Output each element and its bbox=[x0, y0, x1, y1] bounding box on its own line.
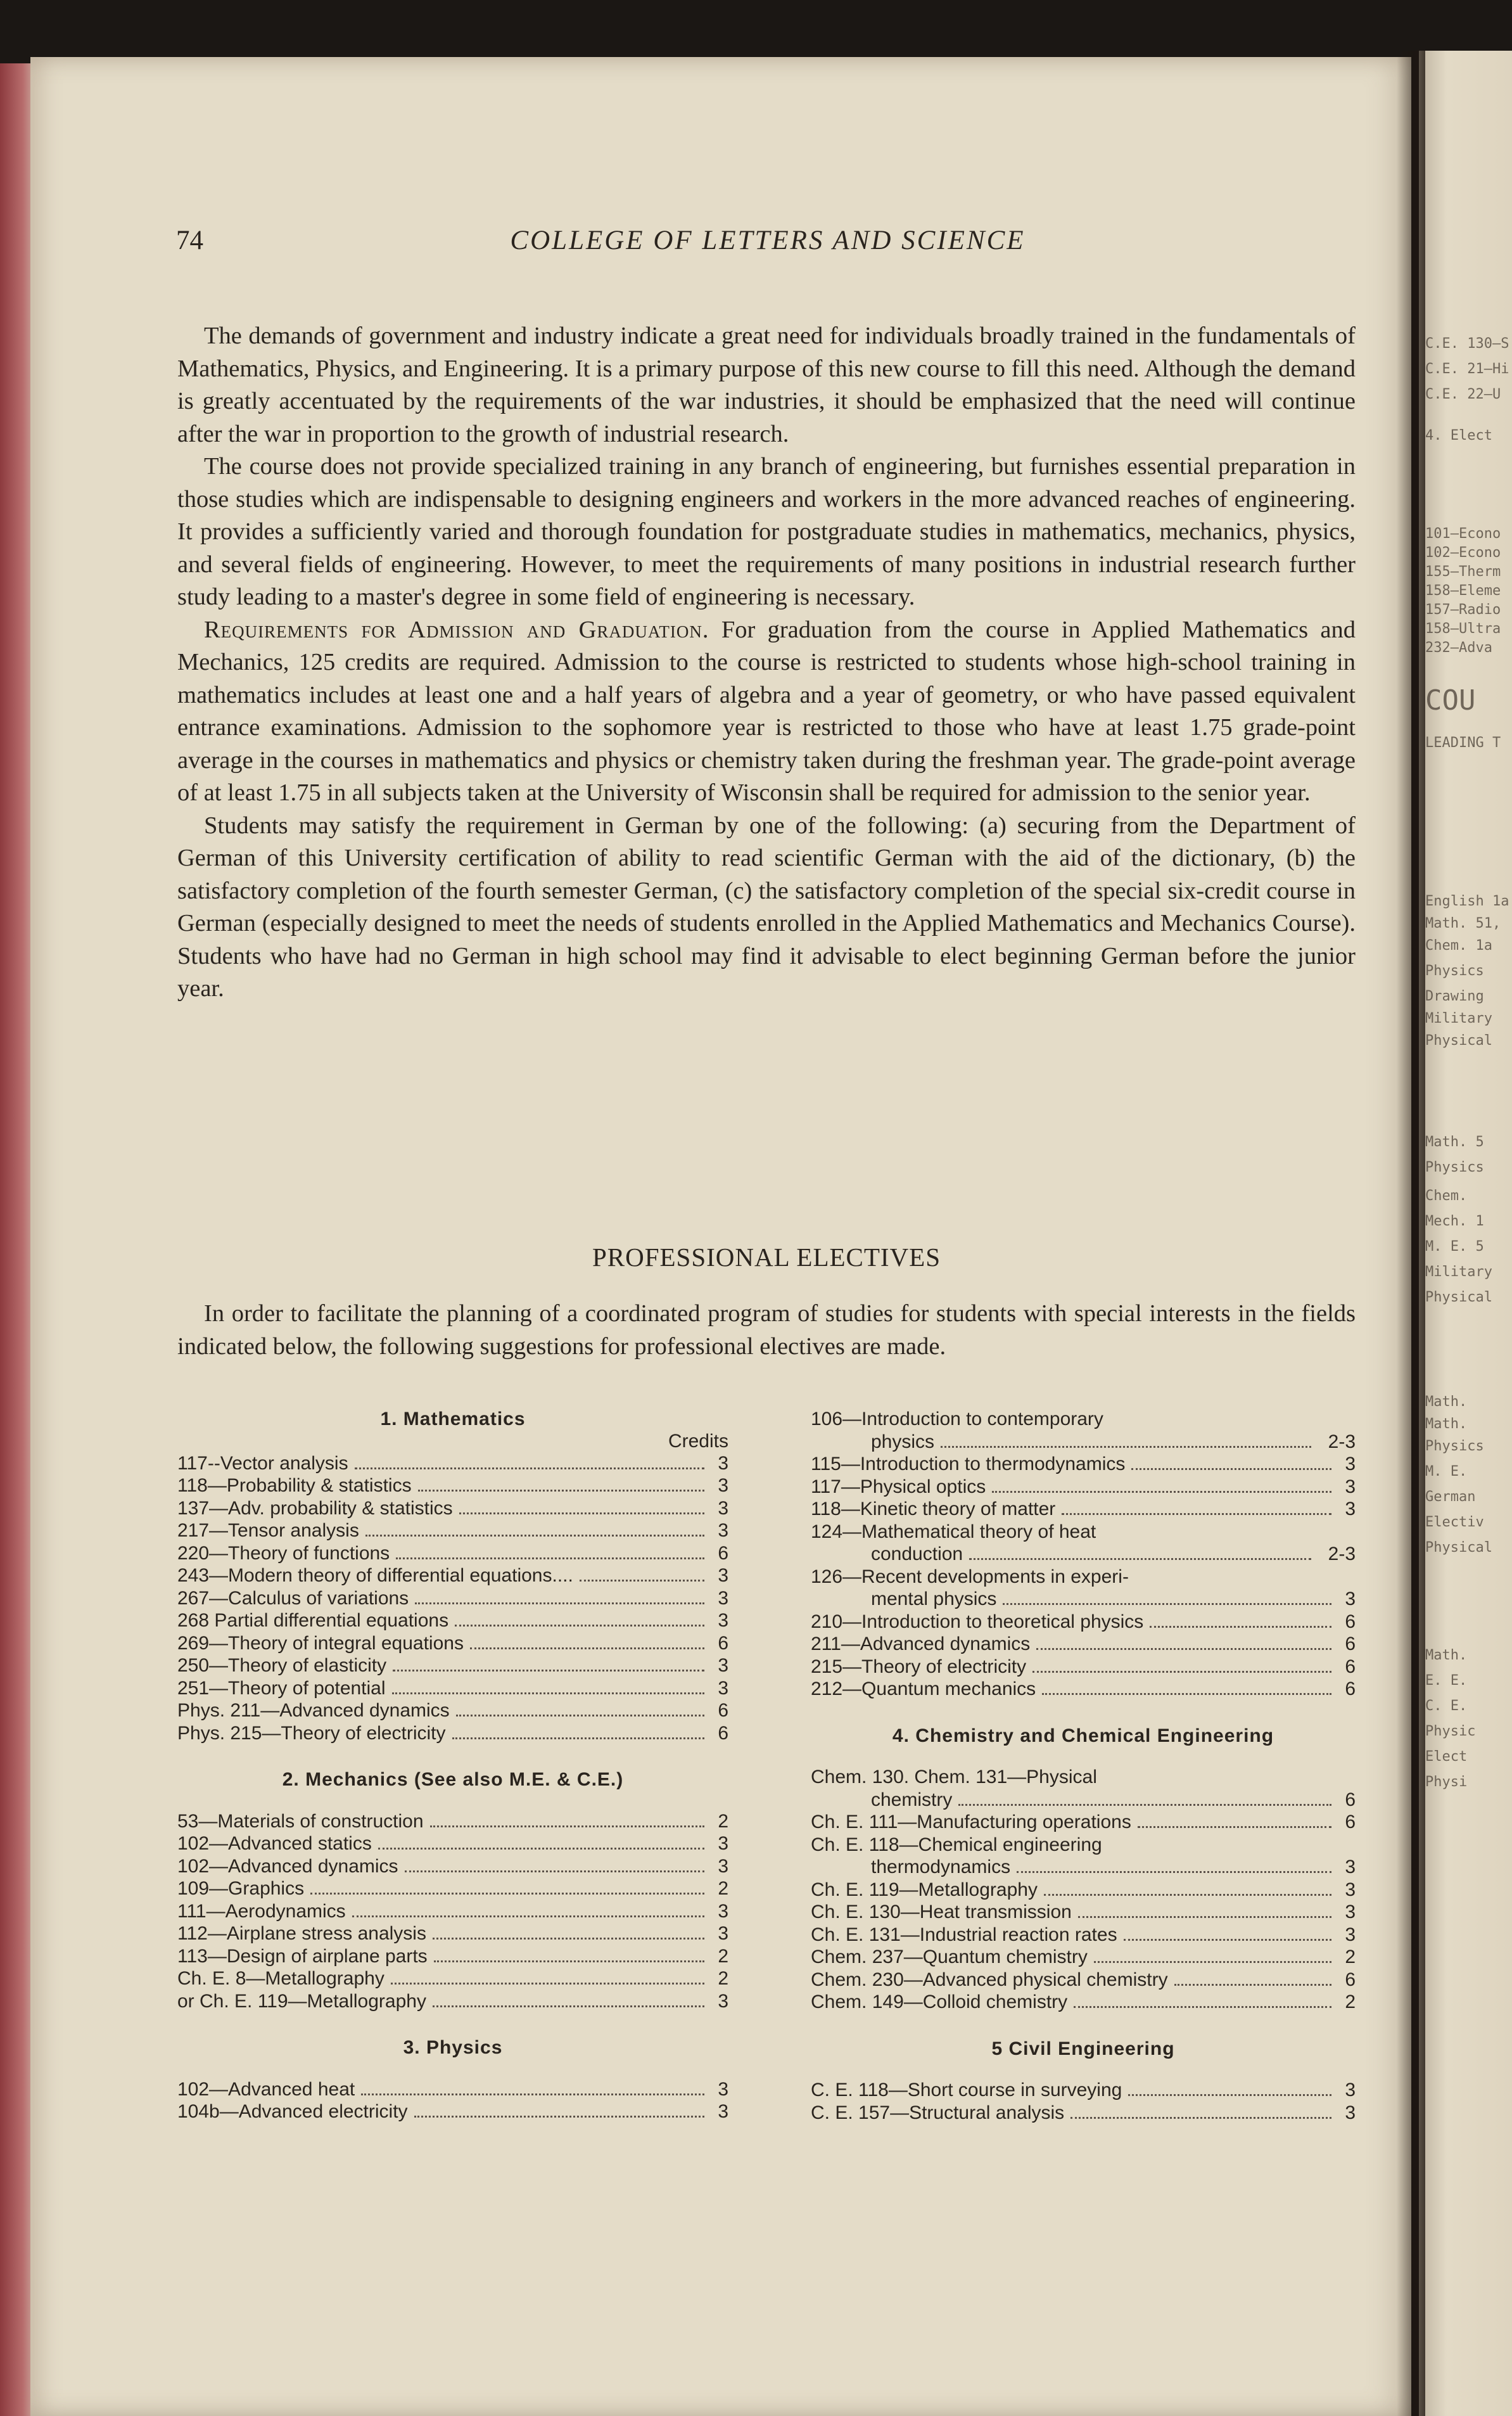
course-row bbox=[177, 1677, 728, 1700]
facing-page-fragment: English 1a bbox=[1425, 893, 1509, 909]
course-row bbox=[177, 1922, 728, 1945]
mathematics-list bbox=[177, 1452, 728, 1745]
course-row bbox=[811, 1633, 1356, 1656]
course-row bbox=[177, 1945, 728, 1968]
course-credits: 6 bbox=[718, 1722, 728, 1744]
facing-page-fragment: 4. Elect bbox=[1425, 428, 1492, 444]
leader-dots bbox=[1138, 1826, 1331, 1828]
leader-dots bbox=[415, 1602, 704, 1604]
course-credits: 6 bbox=[1345, 1812, 1356, 1832]
requirements-heading: Requirements for Admission and Graduation. bbox=[204, 616, 709, 643]
facing-page-fragment: Physical bbox=[1425, 1033, 1492, 1049]
course-row bbox=[177, 1810, 728, 1833]
course-credits: 2 bbox=[718, 1878, 728, 1899]
course-credits: 6 bbox=[718, 1632, 728, 1654]
facing-page-fragment: E. E. bbox=[1425, 1673, 1468, 1689]
course-row bbox=[811, 1969, 1356, 1991]
page-number: 74 bbox=[176, 226, 203, 255]
leader-dots bbox=[391, 1983, 704, 1985]
facing-page-fragment: Math. bbox=[1425, 1416, 1468, 1432]
gutter-shadow bbox=[1397, 51, 1425, 2416]
course-credits: 3 bbox=[1345, 2080, 1356, 2100]
course-label: Ch. E. 130—Heat transmission bbox=[811, 1901, 1072, 1922]
course-row bbox=[177, 1900, 728, 1923]
course-credits: 6 bbox=[1345, 1633, 1356, 1654]
course-label: 102—Advanced heat bbox=[177, 2078, 355, 2100]
facing-page-fragment: Physi bbox=[1425, 1774, 1468, 1790]
course-row bbox=[811, 1991, 1356, 2014]
course-label: mental physics bbox=[871, 1588, 997, 1609]
course-row bbox=[177, 1564, 728, 1587]
course-credits: 3 bbox=[718, 2078, 728, 2100]
course-row bbox=[177, 1832, 728, 1855]
leader-dots bbox=[414, 2116, 704, 2118]
course-credits: 3 bbox=[1345, 1879, 1356, 1900]
course-row bbox=[811, 1453, 1356, 1476]
course-label: 267—Calculus of variations bbox=[177, 1587, 409, 1609]
course-row bbox=[811, 1476, 1356, 1499]
course-label: 104b—Advanced electricity bbox=[177, 2101, 408, 2122]
facing-page-fragment: C.E. 130—S bbox=[1425, 336, 1509, 352]
course-label: Ch. E. 8—Metallography bbox=[177, 1968, 384, 1989]
facing-page-fragment: Math. bbox=[1425, 1647, 1468, 1663]
course-credits: 3 bbox=[718, 1452, 728, 1474]
credits-header: Credits bbox=[668, 1430, 728, 1452]
facing-page-fragment: Chem. 1a bbox=[1425, 938, 1492, 954]
course-label: 137—Adv. probability & statistics bbox=[177, 1497, 453, 1519]
course-label: Chem. 230—Advanced physical chemistry bbox=[811, 1969, 1168, 1990]
facing-page-fragment: Drawing bbox=[1425, 988, 1484, 1004]
facing-page-fragment: Physic bbox=[1425, 1723, 1476, 1739]
course-row bbox=[177, 1722, 728, 1745]
course-row bbox=[177, 1609, 728, 1632]
course-label: 117--Vector analysis bbox=[177, 1452, 348, 1474]
course-label: 109—Graphics bbox=[177, 1878, 305, 1899]
leader-dots bbox=[455, 1625, 704, 1627]
leader-dots bbox=[361, 2093, 704, 2095]
leader-dots bbox=[434, 1960, 704, 1962]
course-label: Chem. 149—Colloid chemistry bbox=[811, 1991, 1068, 2012]
civil-list bbox=[811, 2079, 1356, 2124]
course-label: 211—Advanced dynamics bbox=[811, 1633, 1031, 1654]
leader-dots bbox=[1131, 1468, 1331, 1470]
course-credits: 2-3 bbox=[1328, 1431, 1356, 1452]
course-label: thermodynamics bbox=[871, 1857, 1011, 1877]
leader-dots bbox=[378, 1848, 704, 1850]
paragraph-requirements bbox=[177, 614, 1356, 810]
course-row bbox=[811, 1498, 1356, 1521]
course-credits: 3 bbox=[718, 1900, 728, 1922]
leader-dots bbox=[418, 1490, 704, 1492]
physics-heading: 3. Physics bbox=[403, 2037, 503, 2058]
course-row bbox=[177, 1654, 728, 1677]
course-line: Chem. 130. Chem. 131—Physical bbox=[811, 1767, 1097, 1787]
course-credits: 6 bbox=[1345, 1656, 1356, 1677]
leader-dots bbox=[456, 1715, 704, 1716]
leader-dots bbox=[405, 1870, 704, 1872]
leader-dots bbox=[958, 1804, 1331, 1806]
course-label: Phys. 215—Theory of electricity bbox=[177, 1722, 446, 1744]
leader-dots bbox=[470, 1647, 704, 1649]
leader-dots bbox=[430, 1825, 704, 1827]
physics-list-right bbox=[811, 1408, 1356, 1701]
course-label: 251—Theory of potential bbox=[177, 1677, 386, 1699]
leader-dots bbox=[392, 1692, 704, 1694]
course-label: C. E. 118—Short course in surveying bbox=[811, 2080, 1122, 2100]
course-label: 268 Partial differential equations bbox=[177, 1610, 449, 1631]
electives-intro bbox=[177, 1298, 1356, 1363]
course-row bbox=[811, 1431, 1356, 1454]
course-label: 118—Probability & statistics bbox=[177, 1475, 412, 1496]
course-row bbox=[811, 1789, 1356, 1812]
section-title: PROFESSIONAL ELECTIVES bbox=[592, 1243, 941, 1272]
leader-dots bbox=[1003, 1603, 1331, 1605]
facing-page-fragment: Mech. 1 bbox=[1425, 1213, 1484, 1229]
leader-dots bbox=[365, 1535, 704, 1537]
leader-dots bbox=[1062, 1513, 1331, 1515]
leader-dots bbox=[393, 1670, 704, 1671]
facing-page-fragment: COU bbox=[1425, 684, 1476, 717]
course-label: conduction bbox=[871, 1544, 963, 1564]
course-line: 124—Mathematical theory of heat bbox=[811, 1521, 1096, 1542]
course-credits: 6 bbox=[718, 1700, 728, 1721]
running-header bbox=[176, 225, 1359, 257]
leader-dots bbox=[433, 2005, 704, 2007]
course-label: chemistry bbox=[871, 1789, 953, 1810]
course-credits: 3 bbox=[1345, 1476, 1356, 1497]
facing-page-fragment: Electiv bbox=[1425, 1514, 1484, 1530]
paragraph-purpose: The demands of government and industry indicate a great need for individuals broadly trained in the fundamentals of Mathematics, Physics, and Engineering. It is a primary purpose of this new course to fill this need. Although the demand is greatly accentuated by the requirements of the war industries, it should be emphasized that the need will continue after the war in proportion to the growth of industrial research. bbox=[177, 323, 1356, 447]
requirements-text: For graduation from the course in Applied Mathematics and Mechanics, 125 credits are required. Admission to the course is restricted to students whose high-school training in mathematics includes at least one and a half years of algebra and a year of geometry, or who have passed equivalent entrance examinations. Admission to the sophomore year is restricted to those who have at least 1.75 grade-point average in the courses in mathematics and physics or chemistry taken during the freshman year. The grade-point average of at least 1.75 in all subjects taken at the University of Wisconsin shall be required for admission to the senior year. bbox=[177, 616, 1356, 806]
course-credits: 3 bbox=[718, 1923, 728, 1944]
course-credits: 2 bbox=[1345, 1991, 1356, 2012]
course-label: Ch. E. 111—Manufacturing operations bbox=[811, 1812, 1131, 1832]
leader-dots bbox=[1128, 2094, 1331, 2096]
course-label: 118—Kinetic theory of matter bbox=[811, 1499, 1056, 1519]
facing-page-fragment: 158—Ultra bbox=[1425, 621, 1501, 637]
course-label: physics bbox=[871, 1431, 935, 1452]
facing-page-fragment: Math. 5 bbox=[1425, 1134, 1484, 1150]
facing-page-fragment: Physics bbox=[1425, 963, 1484, 979]
course-label: 212—Quantum mechanics bbox=[811, 1678, 1036, 1699]
course-credits: 3 bbox=[718, 2101, 728, 2122]
facing-page-fragment: Physics bbox=[1425, 1438, 1484, 1454]
course-label: 117—Physical optics bbox=[811, 1476, 986, 1497]
leader-dots bbox=[992, 1491, 1331, 1493]
course-row bbox=[177, 2078, 728, 2101]
facing-page-fragment: LEADING T bbox=[1425, 735, 1501, 751]
course-row bbox=[811, 1901, 1356, 1924]
course-row bbox=[177, 1497, 728, 1520]
course-row bbox=[177, 1587, 728, 1610]
course-credits: 3 bbox=[1345, 1454, 1356, 1474]
course-credits: 3 bbox=[718, 1475, 728, 1496]
course-row bbox=[811, 1856, 1356, 1879]
course-row bbox=[811, 1946, 1356, 1969]
leader-dots bbox=[352, 1915, 704, 1917]
course-label: Chem. 237—Quantum chemistry bbox=[811, 1946, 1088, 1967]
course-label: 113—Design of airplane parts bbox=[177, 1945, 428, 1967]
facing-page-fragment: Math. 51, bbox=[1425, 916, 1501, 931]
leader-dots bbox=[1036, 1648, 1331, 1650]
course-label: Phys. 211—Advanced dynamics bbox=[177, 1700, 450, 1721]
course-row bbox=[811, 1588, 1356, 1611]
facing-page-fragment: M. E. 5 bbox=[1425, 1239, 1484, 1255]
running-title: COLLEGE OF LETTERS AND SCIENCE bbox=[510, 226, 1026, 255]
leader-dots bbox=[1150, 1626, 1331, 1628]
course-row bbox=[177, 1452, 728, 1475]
course-credits: 2 bbox=[718, 1810, 728, 1832]
course-credits: 2 bbox=[718, 1968, 728, 1989]
leader-dots bbox=[1094, 1961, 1331, 1963]
physics-list-left bbox=[177, 2078, 728, 2123]
course-credits: 6 bbox=[718, 1542, 728, 1564]
course-credits: 3 bbox=[718, 1833, 728, 1854]
facing-page-fragment: Elect bbox=[1425, 1749, 1468, 1765]
course-label: 112—Airplane stress analysis bbox=[177, 1923, 426, 1944]
course-credits: 3 bbox=[718, 1497, 728, 1519]
course-label: 220—Theory of functions bbox=[177, 1542, 390, 1564]
course-row bbox=[177, 1632, 728, 1655]
leader-dots bbox=[941, 1446, 1311, 1448]
facing-page-fragment: C. E. bbox=[1425, 1698, 1468, 1714]
course-label: 210—Introduction to theoretical physics bbox=[811, 1611, 1144, 1632]
course-credits: 3 bbox=[1345, 1924, 1356, 1945]
electives-intro-text: In order to facilitate the planning of a coordinated program of studies for students with special interests in the fields indicated below, the following suggestions for professional electives are made. bbox=[177, 1300, 1356, 1360]
facing-page-fragment: Math. bbox=[1425, 1394, 1468, 1410]
mathematics-heading: 1. Mathematics bbox=[380, 1409, 526, 1429]
course-line: 126—Recent developments in experi- bbox=[811, 1566, 1129, 1587]
course-credits: 3 bbox=[718, 1855, 728, 1877]
course-row bbox=[811, 1924, 1356, 1946]
leader-dots bbox=[1074, 2006, 1331, 2008]
facing-page-fragment: 101—Econo bbox=[1425, 526, 1501, 542]
course-credits: 6 bbox=[1345, 1789, 1356, 1810]
course-label: C. E. 157—Structural analysis bbox=[811, 2102, 1065, 2123]
facing-page-fragment: C.E. 22—U bbox=[1425, 387, 1501, 402]
course-row bbox=[177, 1855, 728, 1878]
course-credits: 2 bbox=[1345, 1946, 1356, 1967]
course-credits: 6 bbox=[1345, 1969, 1356, 1990]
leader-dots bbox=[433, 1938, 704, 1940]
facing-page-fragment: Chem. bbox=[1425, 1188, 1468, 1204]
course-row bbox=[811, 1543, 1356, 1566]
facing-page-fragment: German bbox=[1425, 1489, 1476, 1505]
course-row bbox=[811, 1611, 1356, 1633]
course-row bbox=[811, 1678, 1356, 1701]
facing-page-fragment: Physical bbox=[1425, 1540, 1492, 1556]
leader-dots bbox=[1042, 1693, 1331, 1695]
course-row bbox=[177, 1990, 728, 2013]
course-credits: 2-3 bbox=[1328, 1544, 1356, 1564]
course-credits: 3 bbox=[718, 1565, 728, 1586]
course-credits: 3 bbox=[718, 1587, 728, 1609]
course-label: 102—Advanced statics bbox=[177, 1833, 372, 1854]
course-label: 102—Advanced dynamics bbox=[177, 1855, 398, 1877]
facing-page-fragment: 158—Eleme bbox=[1425, 583, 1501, 599]
course-credits: 3 bbox=[718, 1610, 728, 1631]
facing-page-fragment: Physics bbox=[1425, 1160, 1484, 1175]
course-row bbox=[177, 1519, 728, 1542]
course-credits: 3 bbox=[1345, 1588, 1356, 1609]
course-credits: 3 bbox=[1345, 1499, 1356, 1519]
facing-page-fragment: 232—Adva bbox=[1425, 640, 1492, 656]
chemistry-list bbox=[811, 1766, 1356, 2014]
course-label: 269—Theory of integral equations bbox=[177, 1632, 464, 1654]
facing-page-fragment: Military bbox=[1425, 1011, 1492, 1026]
leader-dots bbox=[1174, 1984, 1331, 1986]
leader-dots bbox=[310, 1893, 704, 1895]
course-row bbox=[811, 2079, 1356, 2102]
leader-dots bbox=[1070, 2117, 1331, 2119]
leader-dots bbox=[1017, 1871, 1331, 1873]
course-label: 111—Aerodynamics bbox=[177, 1900, 346, 1922]
course-row bbox=[177, 2100, 728, 2123]
leader-dots bbox=[1124, 1939, 1331, 1941]
course-label: Ch. E. 119—Metallography bbox=[811, 1879, 1038, 1900]
chemistry-heading: 4. Chemistry and Chemical Engineering bbox=[892, 1725, 1274, 1746]
facing-page-fragment: Physical bbox=[1425, 1289, 1492, 1305]
course-label: 215—Theory of electricity bbox=[811, 1656, 1027, 1677]
course-credits: 6 bbox=[1345, 1611, 1356, 1632]
course-credits: 3 bbox=[1345, 2102, 1356, 2123]
course-row bbox=[811, 1879, 1356, 1901]
electives-left-column bbox=[177, 1408, 728, 2123]
course-row bbox=[811, 2102, 1356, 2125]
facing-page-fragment: Military bbox=[1425, 1264, 1492, 1280]
course-label: 243—Modern theory of differential equations.... bbox=[177, 1565, 573, 1586]
course-credits: 3 bbox=[1345, 1901, 1356, 1922]
course-label: or Ch. E. 119—Metallography bbox=[177, 1990, 426, 2012]
course-credits: 6 bbox=[1345, 1678, 1356, 1699]
facing-page-fragment: 157—Radio bbox=[1425, 602, 1501, 618]
course-row bbox=[177, 1699, 728, 1722]
paragraph-course: The course does not provide specialized training in any branch of engineering, but furnishes essential preparation in those studies which are indispensable to designing engineers and workers in the more advanced reaches of engineering. It provides a sufficiently varied and thorough foundation for postgraduate studies in mathematics, mechanics, physics, and several fields of engineering. However, to meet the requirements of many positions in industrial research further study leading to a master's degree in some field of engineering is necessary. bbox=[177, 453, 1356, 610]
leader-dots bbox=[1032, 1671, 1331, 1673]
leader-dots bbox=[969, 1558, 1311, 1560]
course-row bbox=[177, 1542, 728, 1565]
course-label: 53—Materials of construction bbox=[177, 1810, 424, 1832]
course-label: 217—Tensor analysis bbox=[177, 1520, 359, 1541]
facing-page-fragment: M. E. bbox=[1425, 1464, 1468, 1480]
course-credits: 3 bbox=[718, 1990, 728, 2012]
course-credits: 3 bbox=[718, 1677, 728, 1699]
course-credits: 3 bbox=[718, 1655, 728, 1676]
course-row bbox=[811, 1811, 1356, 1834]
body-text bbox=[177, 320, 1356, 1006]
course-row bbox=[177, 1967, 728, 1990]
facing-page-fragment: 155—Therm bbox=[1425, 564, 1501, 580]
mechanics-list bbox=[177, 1810, 728, 2013]
course-credits: 3 bbox=[1345, 1857, 1356, 1877]
leader-dots bbox=[459, 1512, 704, 1514]
civil-heading: 5 Civil Engineering bbox=[991, 2038, 1175, 2059]
course-line: Ch. E. 118—Chemical engineering bbox=[811, 1834, 1102, 1855]
electives-right-column bbox=[811, 1408, 1356, 2124]
leader-dots bbox=[452, 1737, 704, 1739]
course-row bbox=[811, 1656, 1356, 1678]
leader-dots bbox=[1044, 1894, 1331, 1896]
facing-page-edge bbox=[1419, 51, 1512, 2416]
facing-page-fragment: 102—Econo bbox=[1425, 545, 1501, 561]
course-label: Ch. E. 131—Industrial reaction rates bbox=[811, 1924, 1117, 1945]
course-row bbox=[177, 1474, 728, 1497]
leader-dots bbox=[355, 1467, 704, 1469]
leader-dots bbox=[1078, 1916, 1331, 1918]
course-line: 106—Introduction to contemporary bbox=[811, 1409, 1103, 1429]
mechanics-heading: 2. Mechanics (See also M.E. & C.E.) bbox=[282, 1769, 624, 1790]
facing-page-fragment: C.E. 21—Hi bbox=[1425, 361, 1509, 377]
leader-dots bbox=[580, 1580, 704, 1582]
leader-dots bbox=[396, 1557, 704, 1559]
course-credits: 2 bbox=[718, 1945, 728, 1967]
course-row bbox=[177, 1877, 728, 1900]
course-label: 115—Introduction to thermodynamics bbox=[811, 1454, 1126, 1474]
paragraph-german: Students may satisfy the requirement in German by one of the following: (a) securing from the Department of German of this University certification of ability to read scientific German with the aid of the dictionary, (b) the satisfactory completion of the fourth semester German, (c) the satisfactory completion of the special six-credit course in German (especially designed to meet the needs of students enrolled in the Applied Mathematics and Mechanics Course). Students who have had no German in high school may find it advisable to elect beginning German before the junior year. bbox=[177, 812, 1356, 1002]
course-label: 250—Theory of elasticity bbox=[177, 1655, 387, 1676]
course-credits: 3 bbox=[718, 1520, 728, 1541]
